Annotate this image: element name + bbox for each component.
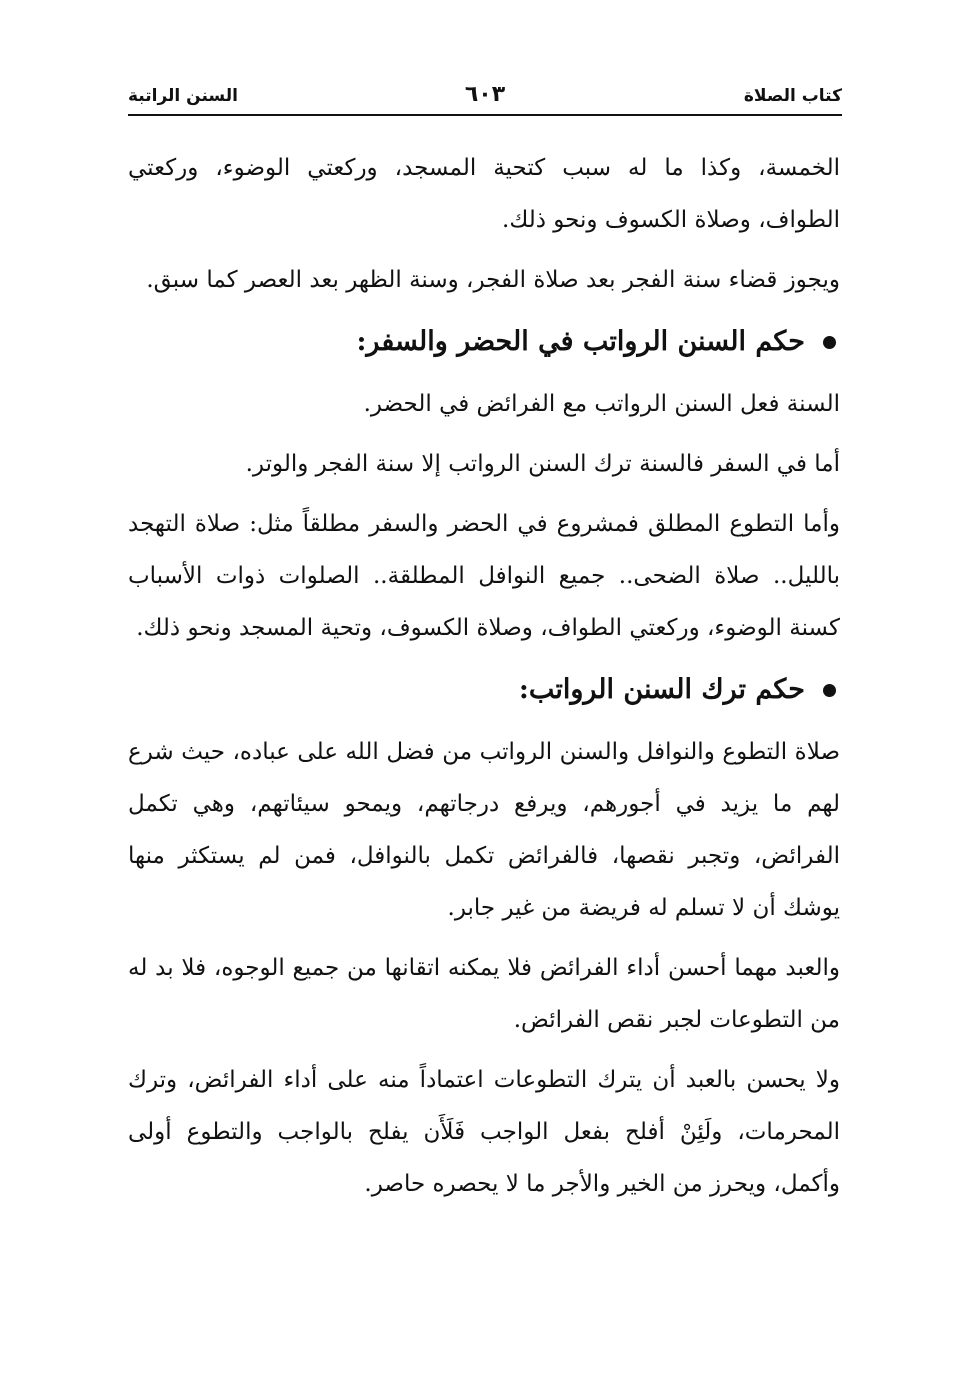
paragraph: الخمسة، وكذا ما له سبب كتحية المسجد، وركعتي الوضوء، وركعتي الطواف، وصلاة الكسوف ونحو ذلك.	[128, 155, 840, 233]
section-heading-text: حكم ترك السنن الرواتب:	[518, 674, 805, 705]
bullet-icon	[823, 336, 836, 349]
paragraph: وأما التطوع المطلق فمشروع في الحضر والسفر مطلقاً مثل: صلاة التهجد بالليل.. صلاة الضحى.. جميع النوافل المطلقة.. الصلوات ذوات الأسباب كسنة الوضوء، وركعتي الطواف، وصلاة الكسوف، وتحية المسجد ونحو ذلك.	[128, 511, 840, 641]
section-heading	[128, 662, 840, 718]
section-heading	[128, 314, 840, 370]
chapter-title: السنن الراتبة	[128, 86, 238, 106]
paragraph: ويجوز قضاء سنة الفجر بعد صلاة الفجر، وسنة الظهر بعد العصر كما سبق.	[146, 267, 840, 293]
section-heading-text: حكم السنن الرواتب في الحضر والسفر:	[356, 326, 805, 357]
page-number: ٦٠٣	[464, 82, 506, 107]
page-body	[128, 142, 840, 1218]
book-title: كتاب الصلاة	[743, 86, 842, 106]
page-header	[128, 80, 842, 116]
bullet-icon	[823, 684, 836, 697]
header-divider	[128, 114, 842, 116]
paragraph: أما في السفر فالسنة ترك السنن الرواتب إلا سنة الفجر والوتر.	[245, 451, 840, 477]
paragraph: صلاة التطوع والنوافل والسنن الرواتب من فضل الله على عباده، حيث شرع لهم ما يزيد في أجورهم، ويرفع درجاتهم، ويمحو سيئاتهم، وهي تكمل الفرائض، وتجبر نقصها، فالفرائض تكمل بالنوافل، فمن لم يستكثر منها يوشك أن لا تسلم له فريضة من غير جابر.	[128, 739, 840, 921]
paragraph: والعبد مهما أحسن أداء الفرائض فلا يمكنه اتقانها من جميع الوجوه، فلا بد له من التطوعات لجبر نقص الفرائض.	[128, 955, 840, 1033]
paragraph: السنة فعل السنن الرواتب مع الفرائض في الحضر.	[363, 391, 840, 417]
paragraph: ولا يحسن بالعبد أن يترك التطوعات اعتماداً منه على أداء الفرائض، وترك المحرمات، ولَئِنْ أفلح بفعل الواجب فَلَأَن يفلح بالواجب والتطوع أولى وأكمل، ويحرز من الخير والأجر ما لا يحصره حاصر.	[128, 1067, 840, 1197]
